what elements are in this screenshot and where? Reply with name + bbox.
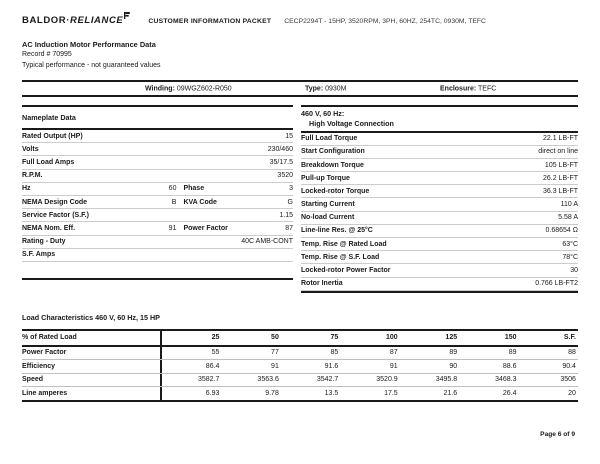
title-block bbox=[22, 39, 578, 71]
connection-row-label: Temp. Rise @ S.F. Load bbox=[301, 253, 380, 261]
load-characteristics-section bbox=[22, 313, 578, 403]
nameplate-row-value: 230/460 bbox=[267, 145, 293, 153]
load-row-value: 90.4 bbox=[562, 362, 576, 370]
load-row-value: 89 bbox=[449, 349, 458, 357]
nameplate-row bbox=[22, 183, 293, 196]
nameplate-pair bbox=[22, 185, 176, 192]
nameplate-row-value: 15 bbox=[285, 132, 293, 140]
nameplate-row-label: KVA Code bbox=[183, 198, 217, 206]
load-column-header: 125 bbox=[445, 334, 458, 342]
nameplate-row bbox=[22, 249, 293, 262]
nameplate-row-label: S.F. Amps bbox=[22, 251, 56, 259]
brand-header bbox=[22, 15, 578, 26]
load-row-label: Speed bbox=[22, 374, 162, 386]
load-table-column-headers bbox=[162, 331, 578, 345]
load-row-value: 90 bbox=[449, 362, 458, 370]
connection-row bbox=[301, 238, 578, 251]
connection-table-header bbox=[301, 107, 578, 132]
load-table-corner-header: % of Rated Load bbox=[22, 331, 162, 345]
connection-row-value: 110 A bbox=[560, 201, 578, 209]
column-gap bbox=[293, 105, 301, 293]
type-label: Type: bbox=[305, 85, 324, 93]
connection-row-label: Starting Current bbox=[301, 201, 355, 209]
load-column-header: 100 bbox=[386, 334, 398, 342]
load-row-value: 55 bbox=[211, 349, 220, 357]
nameplate-pair bbox=[183, 185, 293, 192]
load-row-value: 13.5 bbox=[324, 390, 339, 398]
connection-row bbox=[301, 159, 578, 172]
nameplate-row-value: 40C AMB-CONT bbox=[241, 238, 293, 246]
connection-row bbox=[301, 185, 578, 198]
load-row-label: Efficiency bbox=[22, 360, 162, 372]
nameplate-rows bbox=[22, 130, 293, 262]
nameplate-row-label: NEMA Design Code bbox=[22, 198, 88, 206]
connection-table bbox=[301, 105, 578, 293]
load-table-row bbox=[22, 374, 578, 387]
load-table-row bbox=[22, 360, 578, 373]
load-table-title: Load Characteristics 460 V, 60 Hz, 15 HP bbox=[22, 312, 160, 322]
nameplate-row-value: 60 bbox=[168, 185, 177, 193]
nameplate-row bbox=[22, 156, 293, 169]
nameplate-row-label: Rated Output (HP) bbox=[22, 132, 83, 140]
nameplate-table-header: Nameplate Data bbox=[22, 107, 293, 130]
enclosure-label: Enclosure: bbox=[440, 85, 477, 93]
connection-row-value: 5.58 A bbox=[558, 214, 578, 222]
connection-row-value: 63°C bbox=[562, 240, 578, 248]
connection-row-label: Locked-rotor Power Factor bbox=[301, 267, 391, 275]
connection-row-label: No-load Current bbox=[301, 214, 355, 222]
nameplate-row-value: 91 bbox=[168, 225, 177, 233]
load-row-value: 3563.6 bbox=[257, 376, 279, 384]
document-title: AC Induction Motor Performance Data bbox=[22, 40, 156, 49]
nameplate-row bbox=[22, 236, 293, 249]
load-row-value: 89 bbox=[508, 349, 517, 357]
load-row-value: 91 bbox=[389, 362, 398, 370]
winding-label: Winding: bbox=[145, 85, 175, 93]
load-row-value: 87 bbox=[389, 349, 398, 357]
load-column-header: 150 bbox=[504, 334, 517, 342]
load-row-value: 17.5 bbox=[384, 390, 398, 398]
load-row-value: 6.93 bbox=[205, 390, 220, 398]
connection-row-value: 0.766 LB-FT2 bbox=[535, 280, 578, 288]
load-row-value: 86.4 bbox=[205, 362, 220, 370]
nameplate-row-label: NEMA Nom. Eff. bbox=[22, 225, 76, 233]
performance-note: Typical performance - not guaranteed values bbox=[22, 61, 161, 69]
load-row-value: 77 bbox=[271, 349, 279, 357]
connection-row-value: 30 bbox=[570, 267, 578, 275]
load-table-row bbox=[22, 387, 578, 400]
connection-row-label: Breakdown Torque bbox=[301, 161, 364, 169]
connection-row-value: 26.2 LB-FT bbox=[542, 174, 578, 182]
logo-dot: · bbox=[66, 15, 71, 26]
enclosure-value: TEFC bbox=[478, 85, 497, 93]
connection-row-label: Locked-rotor Torque bbox=[301, 187, 370, 195]
connection-row-value: 105 LB-FT bbox=[544, 161, 578, 169]
nameplate-row-label: Volts bbox=[22, 145, 39, 153]
connection-row bbox=[301, 172, 578, 185]
identity-strip bbox=[22, 80, 578, 97]
nameplate-row bbox=[22, 196, 293, 209]
nameplate-row-label: Service Factor (S.F.) bbox=[22, 211, 89, 219]
connection-row-value: direct on line bbox=[538, 148, 578, 156]
load-row-value: 3520.9 bbox=[376, 376, 398, 384]
nameplate-row-label: Full Load Amps bbox=[22, 159, 75, 167]
baldor-reliance-logo bbox=[22, 15, 130, 26]
load-row-value: 3542.7 bbox=[316, 376, 339, 384]
nameplate-row-label: Power Factor bbox=[183, 225, 228, 233]
nameplate-row-label: R.P.M. bbox=[22, 172, 43, 180]
connection-row bbox=[301, 133, 578, 146]
connection-row-value: 22.1 LB-FT bbox=[542, 135, 578, 143]
nameplate-row-value: 3 bbox=[289, 185, 293, 193]
load-row-value: 26.4 bbox=[502, 390, 517, 398]
connection-row-value: 78°C bbox=[562, 253, 578, 261]
connection-column bbox=[301, 105, 578, 293]
load-row-value: 3495.8 bbox=[435, 376, 458, 384]
load-row-value: 85 bbox=[330, 349, 339, 357]
connection-row-label: Temp. Rise @ Rated Load bbox=[301, 240, 387, 248]
nameplate-pair bbox=[183, 225, 293, 232]
load-row-value: 3468.3 bbox=[495, 376, 517, 384]
load-table-body bbox=[22, 347, 578, 401]
connection-row-value: 0.68654 Ω bbox=[545, 227, 578, 235]
enclosure-field bbox=[440, 85, 496, 92]
load-row-value: 20 bbox=[568, 390, 576, 398]
nameplate-row bbox=[22, 170, 293, 183]
nameplate-row-label: Phase bbox=[183, 185, 205, 193]
nameplate-row-label: Hz bbox=[22, 185, 31, 193]
load-table-row bbox=[22, 347, 578, 360]
connection-header-line2: High Voltage Connection bbox=[309, 118, 394, 128]
connection-row-label: Full Load Torque bbox=[301, 135, 358, 143]
catalog-spec-line: CECP2294T - 15HP, 3520RPM, 3PH, 60HZ, 254TC, 0930M, TEFC bbox=[284, 18, 486, 25]
load-row-value: 91 bbox=[271, 362, 279, 370]
nameplate-row-value: 3520 bbox=[277, 172, 293, 180]
connection-row-label: Rotor Inertia bbox=[301, 280, 343, 288]
connection-row bbox=[301, 278, 578, 291]
connection-row-label: Line-line Res. @ 25°C bbox=[301, 227, 373, 235]
nameplate-table bbox=[22, 105, 293, 280]
type-value: 0930M bbox=[325, 85, 347, 93]
winding-value: 09WGZ602-R050 bbox=[176, 85, 232, 93]
nameplate-row-label: Rating - Duty bbox=[22, 238, 66, 246]
page-number: Page 6 of 9 bbox=[540, 431, 575, 438]
nameplate-row-value: 87 bbox=[285, 225, 293, 233]
load-row-value: 3582.7 bbox=[198, 376, 220, 384]
nameplate-pair bbox=[22, 225, 176, 232]
logo-baldor-text: BALDOR bbox=[22, 15, 67, 26]
connection-row-label: Start Configuration bbox=[301, 148, 365, 156]
connection-row bbox=[301, 212, 578, 225]
nameplate-row bbox=[22, 209, 293, 222]
winding-field bbox=[145, 85, 232, 92]
connection-row bbox=[301, 146, 578, 159]
load-row-value: 21.6 bbox=[443, 390, 458, 398]
load-row-value: 91.6 bbox=[324, 362, 339, 370]
load-row-label: Power Factor bbox=[22, 347, 162, 359]
connection-row-value: 36.3 LB-FT bbox=[542, 187, 578, 195]
connection-row bbox=[301, 251, 578, 264]
connection-header-line1: 460 V, 60 Hz: bbox=[301, 109, 345, 119]
load-column-header: S.F. bbox=[563, 334, 576, 342]
nameplate-row-value: 1.15 bbox=[279, 211, 293, 219]
connection-row bbox=[301, 264, 578, 277]
connection-row bbox=[301, 225, 578, 238]
load-column-header: 25 bbox=[211, 334, 220, 342]
load-row-label: Line amperes bbox=[22, 387, 162, 400]
load-row-value: 3506 bbox=[560, 376, 576, 384]
load-table bbox=[22, 329, 578, 403]
record-number: Record # 70995 bbox=[22, 51, 72, 59]
load-column-header: 50 bbox=[271, 334, 279, 342]
logo-reliance-text: RELIANCE bbox=[70, 15, 124, 26]
packet-title: CUSTOMER INFORMATION PACKET bbox=[148, 18, 272, 25]
nameplate-row-value: 35/17.5 bbox=[269, 159, 293, 167]
nameplate-filler bbox=[22, 262, 293, 278]
type-field bbox=[305, 85, 347, 92]
load-row-value: 88 bbox=[568, 349, 576, 357]
load-table-header-row bbox=[22, 331, 578, 347]
load-row-value: 9.78 bbox=[265, 390, 279, 398]
nameplate-column bbox=[22, 105, 293, 293]
nameplate-columns bbox=[22, 105, 578, 293]
connection-rows bbox=[301, 133, 578, 291]
nameplate-pair bbox=[183, 199, 293, 206]
load-column-header: 75 bbox=[330, 334, 339, 342]
connection-row-label: Pull-up Torque bbox=[301, 174, 350, 182]
nameplate-row-value: G bbox=[287, 198, 293, 206]
nameplate-pair bbox=[22, 199, 176, 206]
nameplate-row-value: B bbox=[171, 198, 177, 206]
reliance-flag-icon bbox=[124, 11, 130, 22]
nameplate-row bbox=[22, 222, 293, 235]
nameplate-row bbox=[22, 143, 293, 156]
load-row-value: 88.6 bbox=[502, 362, 517, 370]
connection-row bbox=[301, 198, 578, 211]
nameplate-row bbox=[22, 130, 293, 143]
